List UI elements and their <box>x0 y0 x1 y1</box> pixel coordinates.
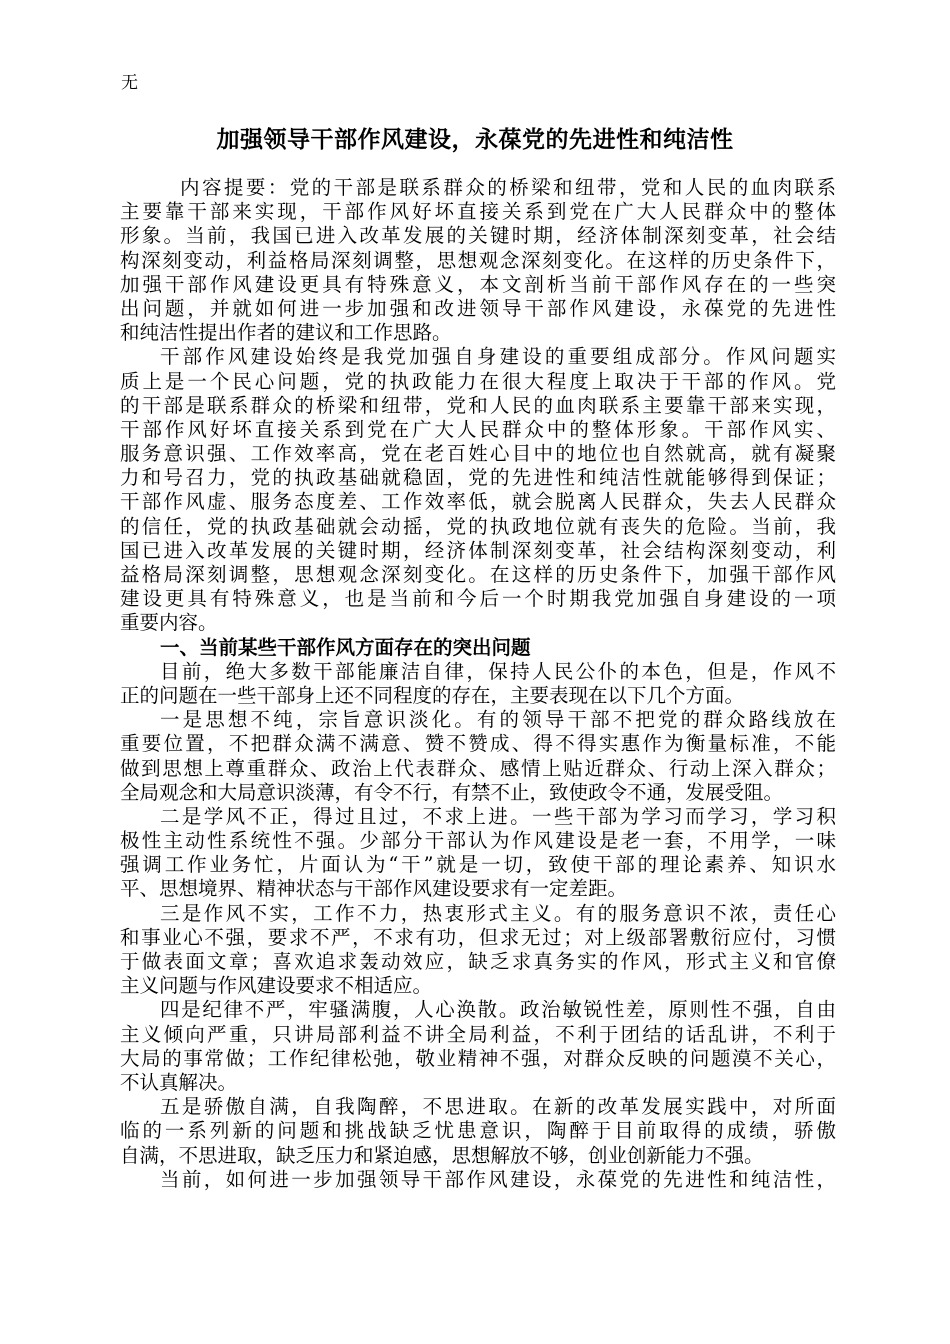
text-line: 大局的事常做；工作纪律松弛，敬业精神不强，对群众反映的问题漠不关心， <box>120 1046 836 1070</box>
text-line: 强调工作业务忙，片面认为“干”就是一切，致使干部的理论素养、知识水 <box>120 853 836 877</box>
text-line: 临的一系列新的问题和挑战缺乏忧患意识，陶醉于目前取得的成绩，骄傲 <box>120 1119 836 1143</box>
text-line: 的干部是联系群众的桥梁和纽带，党和人民的血肉联系主要靠干部来实现， <box>120 393 836 417</box>
text-line: 服务意识强、工作效率高，党在老百姓心目中的地位也自然就高，就有凝聚 <box>120 442 836 466</box>
text-line: 三是作风不实，工作不力，热衷形式主义。有的服务意识不浓，责任心 <box>160 901 836 925</box>
document-body <box>120 176 836 1192</box>
text-line: 加强干部作风建设更具有特殊意义，本文剖析当前干部作风存在的一些突 <box>120 272 836 296</box>
text-line: 主义倾向严重，只讲局部利益不讲全局利益，不利于团结的话乱讲，不利于 <box>120 1022 836 1046</box>
text-line: 极性主动性系统性不强。少部分干部认为作风建设是老一套，不用学，一味 <box>120 829 836 853</box>
text-line: 主义问题与作风建设要求不相适应。 <box>120 974 433 998</box>
text-line: 四是纪律不严，牢骚满腹，人心涣散。政治敏锐性差，原则性不强，自由 <box>160 998 836 1022</box>
text-line: 的信任，党的执政基础就会动摇，党的执政地位就有丧失的危险。当前，我 <box>120 514 836 538</box>
text-line: 和事业心不强，要求不严，不求有功，但求无过；对上级部署敷衍应付，习惯 <box>120 925 836 949</box>
text-line: 重要内容。 <box>120 611 218 635</box>
text-line: 正的问题在一些干部身上还不同程度的存在，主要表现在以下几个方面。 <box>120 683 745 707</box>
text-line: 当前，如何进一步加强领导干部作风建设，永葆党的先进性和纯洁性， <box>160 1167 836 1191</box>
section-heading: 一、当前某些干部作风方面存在的突出问题 <box>160 635 531 659</box>
text-line: 出问题，并就如何进一步加强和改进领导干部作风建设，永葆党的先进性 <box>120 296 836 320</box>
text-line: 重要位置，不把群众满不满意、赞不赞成、得不得实惠作为衡量标准，不能 <box>120 732 836 756</box>
text-line: 五是骄傲自满，自我陶醉，不思进取。在新的改革发展实践中，对所面 <box>160 1095 836 1119</box>
text-line: 干部作风建设始终是我党加强自身建设的重要组成部分。作风问题实 <box>160 345 836 369</box>
text-line: 平、思想境界、精神状态与干部作风建设要求有一定差距。 <box>120 877 628 901</box>
text-line: 做到思想上尊重群众、政治上代表群众、感情上贴近群众、行动上深入群众； <box>120 756 836 780</box>
text-line: 建设更具有特殊意义，也是当前和今后一个时期我党加强自身建设的一项 <box>120 587 836 611</box>
text-line: 主要靠干部来实现，干部作风好坏直接关系到党在广大人民群众中的整体 <box>120 200 836 224</box>
page-header: 无 <box>121 73 138 93</box>
text-line: 形象。当前，我国已进入改革发展的关键时期，经济体制深刻变革，社会结 <box>120 224 836 248</box>
text-line: 全局观念和大局意识淡薄，有令不行，有禁不止，致使政令不通，发展受阻。 <box>120 780 784 804</box>
text-line: 干部作风好坏直接关系到党在广大人民群众中的整体形象。干部作风实、 <box>120 417 836 441</box>
text-line: 质上是一个民心问题，党的执政能力在很大程度上取决于干部的作风。党 <box>120 369 836 393</box>
document-title: 加强领导干部作风建设，永葆党的先进性和纯洁性 <box>216 126 734 153</box>
text-line: 一是思想不纯，宗旨意识淡化。有的领导干部不把党的群众路线放在 <box>160 708 836 732</box>
text-line: 益格局深刻调整，思想观念深刻变化。在这样的历史条件下，加强干部作风 <box>120 563 836 586</box>
text-line: 国已进入改革发展的关键时期，经济体制深刻变革，社会结构深刻变动，利 <box>120 538 836 562</box>
text-line: 干部作风虚、服务态度差、工作效率低，就会脱离人民群众，失去人民群众 <box>120 490 836 514</box>
text-line: 不认真解决。 <box>120 1070 238 1094</box>
text-line: 力和号召力，党的执政基础就稳固，党的先进性和纯洁性就能够得到保证； <box>120 466 836 490</box>
text-line: 二是学风不正，得过且过，不求上进。一些干部为学习而学习，学习积 <box>160 804 836 828</box>
text-line: 自满，不思进取，缺乏压力和紧迫感，思想解放不够，创业创新能力不强。 <box>120 1143 764 1167</box>
text-line: 内容提要：党的干部是联系群众的桥梁和纽带，党和人民的血肉联系 <box>180 176 836 199</box>
text-line: 构深刻变动，利益格局深刻调整，思想观念深刻变化。在这样的历史条件下， <box>120 248 836 272</box>
text-line: 于做表面文章；喜欢追求轰动效应，缺乏求真务实的作风，形式主义和官僚 <box>120 950 836 973</box>
text-line: 目前，绝大多数干部能廉洁自律，保持人民公仆的本色，但是，作风不 <box>160 659 836 683</box>
text-line: 和纯洁性提出作者的建议和工作思路。 <box>120 321 452 345</box>
